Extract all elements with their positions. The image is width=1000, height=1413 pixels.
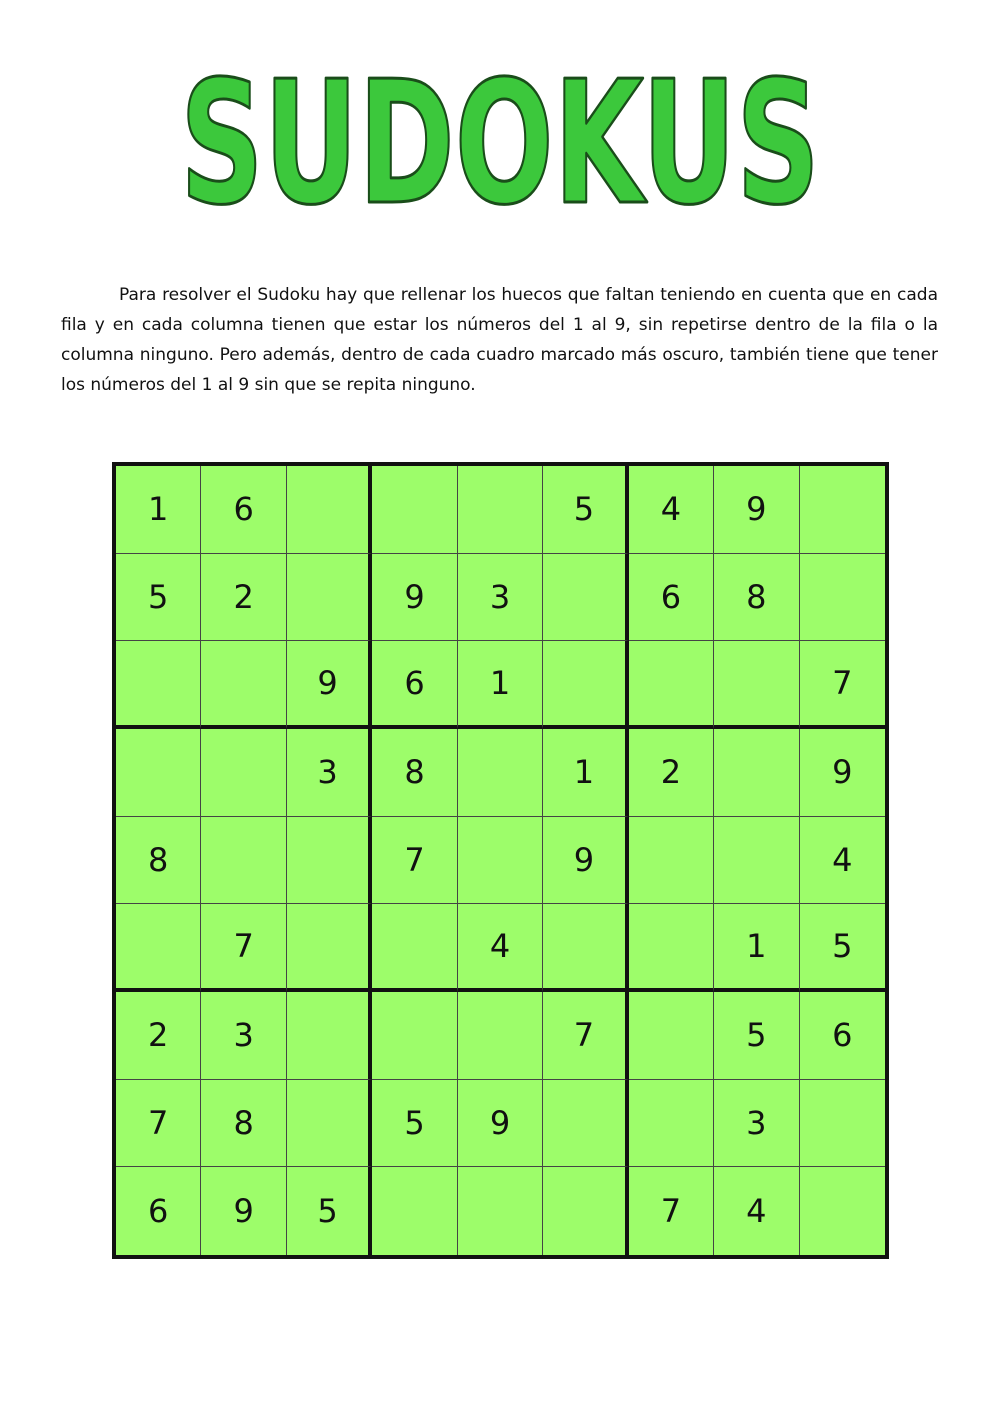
sudoku-cell-given: 2	[201, 554, 286, 642]
sudoku-cell-given: 6	[800, 992, 885, 1080]
sudoku-cell-empty[interactable]	[287, 1080, 372, 1168]
sudoku-cell-given: 4	[800, 817, 885, 905]
sudoku-cell-given: 1	[116, 466, 201, 554]
sudoku-cell-empty[interactable]	[458, 1167, 543, 1255]
sudoku-cell-empty[interactable]	[201, 641, 286, 729]
sudoku-cell-empty[interactable]	[201, 729, 286, 817]
sudoku-cell-given: 8	[372, 729, 457, 817]
sudoku-cell-empty[interactable]	[458, 817, 543, 905]
sudoku-cell-empty[interactable]	[458, 992, 543, 1080]
sudoku-cell-empty[interactable]	[287, 817, 372, 905]
sudoku-cell-given: 3	[458, 554, 543, 642]
sudoku-cell-empty[interactable]	[287, 904, 372, 992]
sudoku-cell-empty[interactable]	[287, 992, 372, 1080]
sudoku-cell-given: 8	[116, 817, 201, 905]
sudoku-cell-empty[interactable]	[543, 641, 628, 729]
sudoku-cell-given: 2	[629, 729, 714, 817]
sudoku-cell-given: 9	[201, 1167, 286, 1255]
sudoku-cell-given: 5	[372, 1080, 457, 1168]
sudoku-cell-given: 9	[372, 554, 457, 642]
sudoku-cell-empty[interactable]	[287, 554, 372, 642]
sudoku-cell-given: 5	[543, 466, 628, 554]
sudoku-cell-given: 5	[714, 992, 799, 1080]
sudoku-cell-given: 9	[543, 817, 628, 905]
sudoku-cell-empty[interactable]	[458, 466, 543, 554]
sudoku-cell-given: 1	[458, 641, 543, 729]
sudoku-cell-empty[interactable]	[116, 904, 201, 992]
page-title: SUDOKUS	[180, 45, 820, 230]
sudoku-cell-empty[interactable]	[714, 641, 799, 729]
sudoku-cell-empty[interactable]	[629, 817, 714, 905]
sudoku-cell-given: 7	[372, 817, 457, 905]
sudoku-cell-given: 9	[287, 641, 372, 729]
sudoku-cell-given: 9	[714, 466, 799, 554]
sudoku-cell-empty[interactable]	[800, 466, 885, 554]
sudoku-cell-given: 7	[201, 904, 286, 992]
sudoku-cell-empty[interactable]	[372, 466, 457, 554]
sudoku-cell-empty[interactable]	[372, 904, 457, 992]
sudoku-cell-given: 7	[629, 1167, 714, 1255]
sudoku-cell-given: 6	[201, 466, 286, 554]
sudoku-cell-empty[interactable]	[714, 729, 799, 817]
sudoku-cell-given: 9	[458, 1080, 543, 1168]
sudoku-cell-given: 9	[800, 729, 885, 817]
sudoku-cell-given: 3	[287, 729, 372, 817]
sudoku-cell-empty[interactable]	[287, 466, 372, 554]
sudoku-cell-empty[interactable]	[629, 904, 714, 992]
sudoku-cell-given: 3	[201, 992, 286, 1080]
sudoku-cell-given: 5	[116, 554, 201, 642]
sudoku-cell-given: 1	[543, 729, 628, 817]
sudoku-cell-given: 6	[372, 641, 457, 729]
sudoku-cell-given: 4	[714, 1167, 799, 1255]
sudoku-cell-empty[interactable]	[543, 1080, 628, 1168]
sudoku-cell-empty[interactable]	[800, 1080, 885, 1168]
sudoku-cell-empty[interactable]	[629, 992, 714, 1080]
sudoku-cell-given: 5	[800, 904, 885, 992]
sudoku-cell-empty[interactable]	[543, 1167, 628, 1255]
sudoku-cell-empty[interactable]	[372, 992, 457, 1080]
sudoku-cell-empty[interactable]	[714, 817, 799, 905]
sudoku-cell-empty[interactable]	[458, 729, 543, 817]
sudoku-cell-given: 7	[116, 1080, 201, 1168]
sudoku-cell-given: 2	[116, 992, 201, 1080]
sudoku-cell-given: 4	[458, 904, 543, 992]
sudoku-cell-given: 1	[714, 904, 799, 992]
sudoku-cell-empty[interactable]	[543, 904, 628, 992]
sudoku-cell-empty[interactable]	[800, 554, 885, 642]
sudoku-cell-empty[interactable]	[372, 1167, 457, 1255]
sudoku-cell-empty[interactable]	[201, 817, 286, 905]
instructions-paragraph: Para resolver el Sudoku hay que rellenar los huecos que faltan teniendo en cuenta que en cada fila y en cada columna tienen que estar los números del 1 al 9, sin repetirse dentro de la fila o la columna ninguno. Pero además, dentro de cada cuadro marcado más oscuro, también tiene que tener los números del 1 al 9 sin que se repita ninguno.	[61, 285, 938, 395]
sudoku-cell-given: 8	[714, 554, 799, 642]
sudoku-cell-empty[interactable]	[116, 641, 201, 729]
sudoku-cell-empty[interactable]	[116, 729, 201, 817]
sudoku-cell-empty[interactable]	[543, 554, 628, 642]
sudoku-cell-given: 5	[287, 1167, 372, 1255]
sudoku-cell-given: 6	[116, 1167, 201, 1255]
sudoku-cell-empty[interactable]	[629, 641, 714, 729]
sudoku-cell-given: 7	[543, 992, 628, 1080]
sudoku-cell-empty[interactable]	[800, 1167, 885, 1255]
sudoku-cell-given: 8	[201, 1080, 286, 1168]
title-wordart	[160, 40, 840, 230]
sudoku-board	[112, 462, 889, 1259]
sudoku-cell-given: 7	[800, 641, 885, 729]
sudoku-cell-given: 3	[714, 1080, 799, 1168]
sudoku-cell-given: 6	[629, 554, 714, 642]
sudoku-cell-given: 4	[629, 466, 714, 554]
sudoku-cell-empty[interactable]	[629, 1080, 714, 1168]
